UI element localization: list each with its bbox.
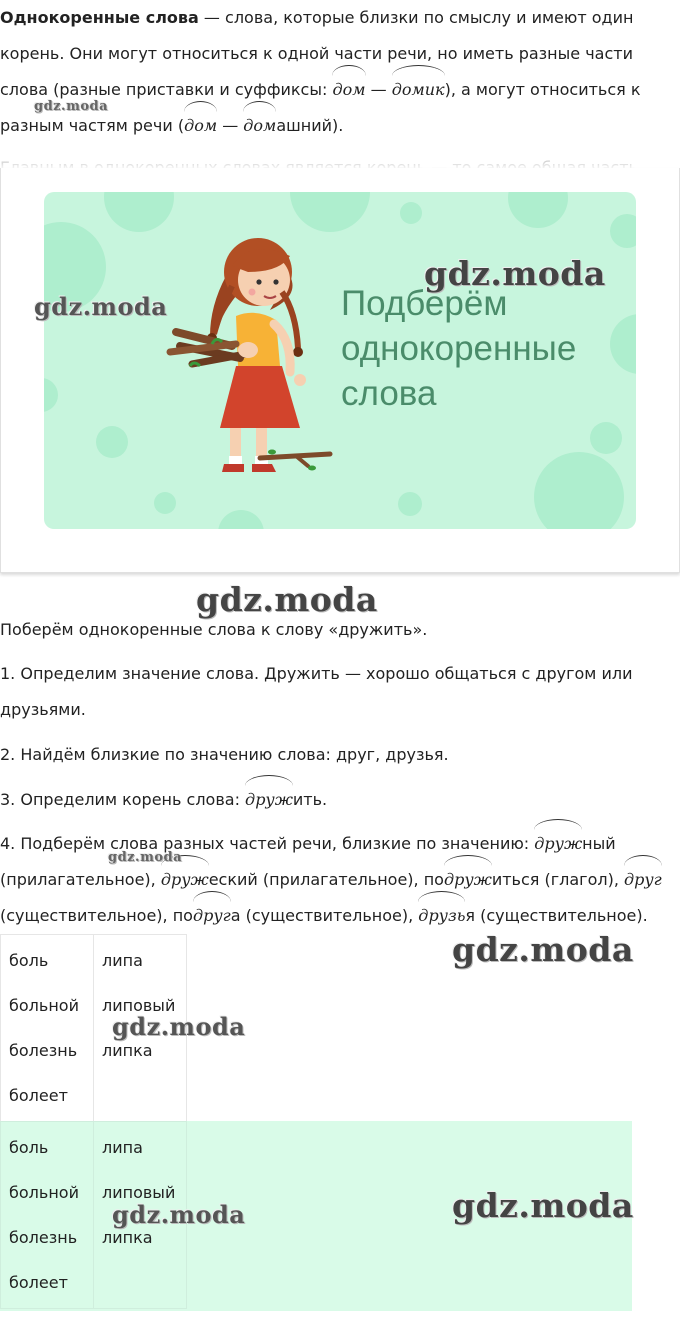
root-druzh: друж bbox=[444, 862, 492, 898]
watermark: gdz.moda bbox=[112, 1012, 246, 1041]
task-intro: Поберём однокоренные слова к слову «дружить». bbox=[0, 620, 428, 639]
watermark: gdz.moda bbox=[424, 254, 606, 293]
intro-line-1: Однокоренные слова — слова, которые близки по смыслу и имеют один bbox=[0, 8, 634, 27]
root-drug: друг bbox=[624, 862, 662, 898]
root-druz: друзь bbox=[418, 898, 465, 934]
root-drug: друг bbox=[193, 898, 231, 934]
root-druzh: друж bbox=[534, 826, 582, 862]
term-bold: Однокоренные слова bbox=[0, 8, 199, 27]
watermark: gdz.moda bbox=[196, 580, 378, 619]
watermark: gdz.moda bbox=[452, 1186, 634, 1225]
step-3: 3. Определим корень слова: дружить. bbox=[0, 782, 680, 818]
step-4-line-2: (прилагательное), дружеский (прилагательное), по дружиться (глагол), друг bbox=[0, 862, 680, 898]
step-1-line-2: друзьями. bbox=[0, 700, 86, 719]
watermark: gdz.moda bbox=[34, 292, 168, 321]
step-4-line-3: (существительное), по друга (существительное), друзья (существительное). bbox=[0, 898, 680, 934]
step-1-line-1: 1. Определим значение слова. Дружить — хорошо общаться с другом или bbox=[0, 664, 633, 683]
root-druzh: друж bbox=[161, 862, 209, 898]
banner-title: Подберём однокоренные слова bbox=[341, 284, 577, 413]
intro-line-3: слова (разные приставки и суффиксы: дом — домик), а могут относиться к bbox=[0, 72, 680, 108]
banner bbox=[44, 192, 636, 529]
watermark: gdz.moda bbox=[34, 99, 109, 114]
watermark: gdz.moda bbox=[108, 850, 183, 865]
table-cell: липа липовый липка bbox=[94, 1122, 187, 1309]
banner-card bbox=[0, 168, 680, 573]
stick-icon bbox=[256, 444, 336, 474]
table-cell: липа липовый липка bbox=[94, 935, 187, 1122]
intro-line-2: корень. Они могут относиться к одной части речи, но иметь разные части bbox=[0, 44, 633, 63]
intro-line-4: разным частям речи ( дом — домашний). bbox=[0, 108, 680, 144]
root-word-domashniy: дом bbox=[243, 108, 276, 144]
watermark: gdz.moda bbox=[452, 930, 634, 969]
step-2: 2. Найдём близкие по значению слова: друг, друзья. bbox=[0, 745, 449, 764]
table-cell: боль больной болезнь болеет bbox=[1, 1122, 94, 1309]
table-cell: боль больной болезнь болеет bbox=[1, 935, 94, 1122]
root-word-domik: домик bbox=[392, 72, 445, 108]
watermark: gdz.moda bbox=[112, 1200, 246, 1229]
root-word-dom-2: дом bbox=[184, 108, 217, 144]
step-4-line-1: 4. Подберём слова разных частей речи, близкие по значению: дружный bbox=[0, 826, 680, 862]
root-word-dom: дом bbox=[332, 72, 365, 108]
root-druzh: друж bbox=[245, 782, 293, 818]
